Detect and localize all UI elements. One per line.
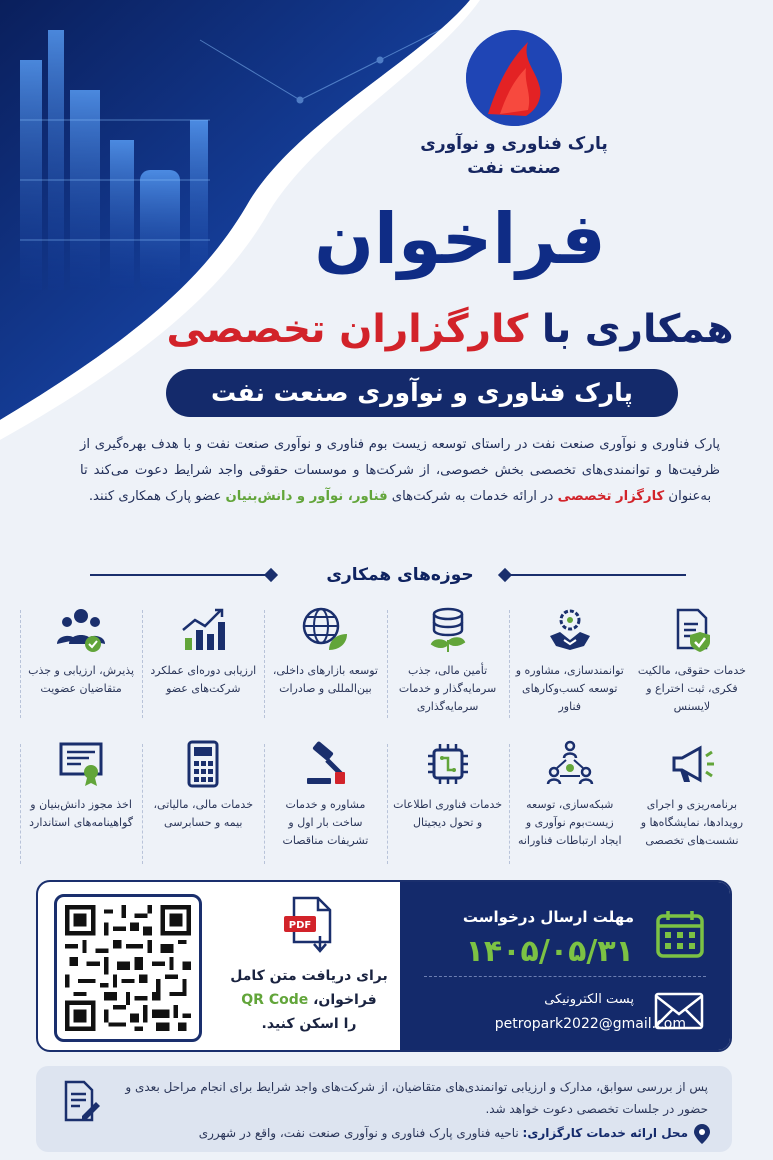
organization-banner: پارک فناوری و نوآوری صنعت نفت <box>166 369 678 417</box>
field-card-events <box>631 738 753 870</box>
certificate-icon <box>55 738 107 790</box>
field-card-admission <box>20 604 142 724</box>
legal-shield-document-icon <box>666 604 718 656</box>
deadline-label: مهلت ارسال درخواست <box>462 908 634 926</box>
pdf-download-icon <box>282 896 336 956</box>
cooperation-fields-grid <box>20 604 753 868</box>
intro-paragraph <box>80 432 720 510</box>
logo-line2: صنعت نفت <box>467 158 561 178</box>
info-panel <box>36 880 732 1052</box>
field-card-it <box>387 738 509 870</box>
calculator-icon <box>177 738 229 790</box>
field-label: ارزیابی دوره‌ای عملکرد شرکت‌های عضو <box>150 664 257 695</box>
field-label: خدمات فناوری اطلاعات و تحول دیجیتال <box>393 798 503 829</box>
intro-text-2: در ارائه خدمات به شرکت‌های <box>387 489 558 504</box>
field-card-legal <box>631 604 753 724</box>
email-label: پست الکترونیکی <box>544 992 634 1007</box>
subtitle-part1: همکاری با <box>528 307 734 352</box>
field-label: مشاوره و خدمات ساخت بار اول و تشریفات مناقصات <box>282 798 369 847</box>
field-card-funding <box>387 604 509 724</box>
field-card-empowerment <box>509 604 631 724</box>
field-card-certificates <box>20 738 142 870</box>
page-title: فراخوان <box>314 198 606 280</box>
page-subtitle <box>150 304 750 356</box>
coins-plant-icon <box>422 604 474 656</box>
intro-text-1: پارک فناوری و نوآوری صنعت نفت در راستای توسعه زیست بوم فناوری و نوآوری صنعت نفت و با هدف بهره‌گیری از ظرفیت‌ها و توانمندی‌های تخصصی بخش خصوصی، از شرکت‌ها و موسسات حقوقی واجد شرایط دعوت می‌کند تا به‌عنوان <box>80 437 720 504</box>
megaphone-icon <box>666 738 718 790</box>
qr-caption-line2 <box>224 988 394 1012</box>
qr-caption-line1: برای دریافت متن کامل <box>230 968 388 984</box>
gavel-icon <box>299 738 351 790</box>
field-card-evaluation <box>142 604 264 724</box>
section-title: حوزه‌های همکاری <box>326 565 474 585</box>
field-label: خدمات حقوقی، مالکیت فکری، ثبت اختراع و لایسنس <box>637 664 746 713</box>
footer-text: پس از بررسی سوابق، مدارک و ارزیابی توانمندی‌های متقاضیان، از شرکت‌های واجد شرایط برای انجام مراحل بعدی و حضور در جلسات تخصصی دعوت خواهد شد. <box>125 1080 708 1116</box>
logo-emblem <box>466 30 562 126</box>
field-label: برنامه‌ریزی و اجرای رویدادها، نمایشگاه‌ها و نشست‌های تخصصی <box>640 798 744 847</box>
group-check-icon <box>55 604 107 656</box>
chip-icon <box>422 738 474 790</box>
field-label: خدمات مالی، مالیاتی، بیمه و حسابرسی <box>153 798 254 829</box>
location-value: ناحیه فناوری پارک فناوری و نوآوری صنعت نفت، واقع در شهرری <box>198 1126 523 1140</box>
handshake-gear-icon <box>544 604 596 656</box>
network-people-icon <box>544 738 596 790</box>
field-label: اخذ مجوز دانش‌بنیان و گواهینامه‌های استاندارد <box>29 798 134 829</box>
field-card-markets <box>264 604 386 724</box>
field-label: شبکه‌سازی، توسعه زیست‌بوم نوآوری و ایجاد ارتباطات فناورانه <box>517 798 622 847</box>
panel-divider <box>424 976 706 977</box>
globe-leaf-icon <box>299 604 351 656</box>
calendar-icon <box>654 908 706 960</box>
location-label: محل ارائه خدمات کارگزاری: <box>522 1126 688 1140</box>
logo-text <box>400 132 628 180</box>
field-card-networking <box>509 738 631 870</box>
footer-note <box>36 1066 732 1152</box>
intro-text-3: عضو پارک همکاری کنند. <box>88 489 226 504</box>
field-card-tenders <box>264 738 386 870</box>
qr-code[interactable] <box>54 894 202 1042</box>
footer-location <box>199 1126 688 1140</box>
contact-panel <box>400 882 730 1050</box>
qr-code-pattern <box>65 905 191 1031</box>
flame-wing-icon <box>466 30 562 126</box>
field-label: توانمندسازی، مشاوره و توسعه کسب‌وکارهای فناور <box>515 664 624 713</box>
location-pin-icon <box>694 1124 710 1144</box>
field-label: تأمین مالی، جذب سرمایه‌گذار و خدمات سرمایه‌گذاری <box>398 664 497 713</box>
intro-highlight-green: فناور، نوآور و دانش‌بنیان <box>225 489 388 504</box>
intro-highlight-red: کارگزار تخصصی <box>557 489 665 504</box>
qr-caption-highlight: QR Code <box>241 992 309 1008</box>
qr-caption <box>224 964 394 1036</box>
document-edit-icon <box>60 1080 102 1122</box>
field-label: توسعه بازارهای داخلی، بین‌المللی و صادرات <box>272 664 378 695</box>
pdf-label: PDF <box>288 920 312 931</box>
growth-chart-icon <box>177 604 229 656</box>
deadline-date: ۱۴۰۵/۰۵/۳۱ <box>465 934 634 969</box>
logo-line1: پارک فناوری و نوآوری <box>420 134 608 154</box>
field-label: پذیرش، ارزیابی و جذب متقاضیان عضویت <box>28 664 135 695</box>
section-divider-right <box>506 574 686 576</box>
qr-caption-line3: را اسکن کنید. <box>261 1016 357 1032</box>
subtitle-part2: کارگزاران تخصصی <box>166 307 529 352</box>
field-card-finance <box>142 738 264 870</box>
email-address[interactable]: petropark2022@gmail.com <box>494 1016 686 1032</box>
qr-caption-line2-text: فراخوان، <box>313 992 377 1008</box>
